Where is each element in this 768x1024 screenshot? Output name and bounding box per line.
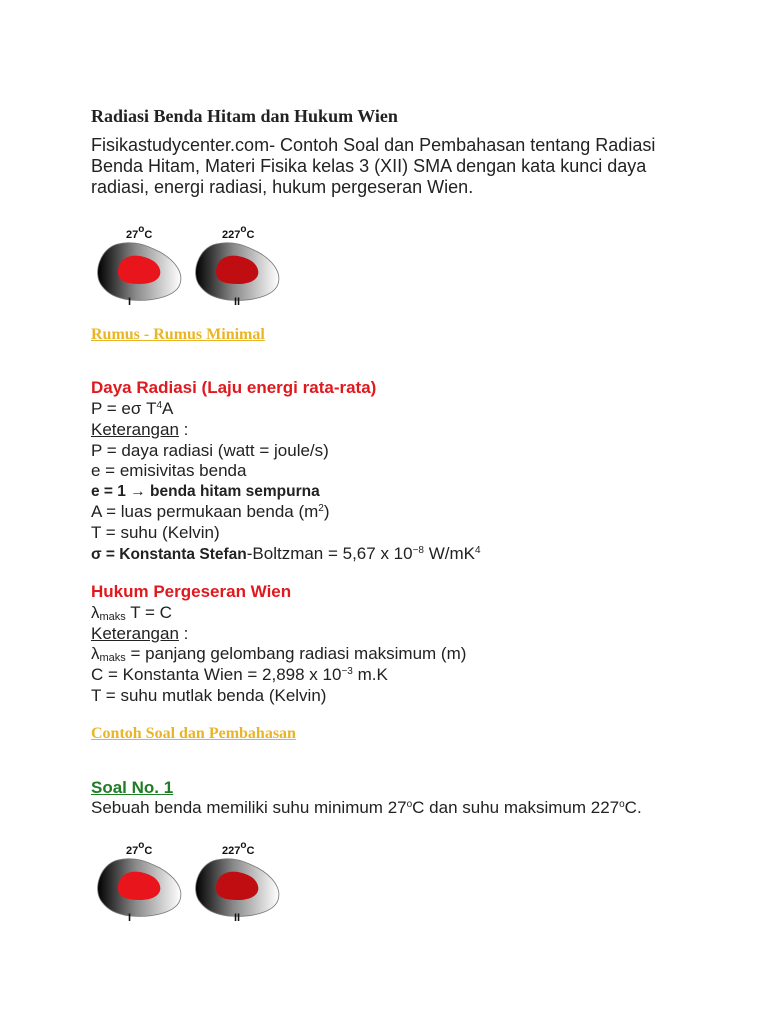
soal-1-text: Sebuah benda memiliki suhu minimum 27$^o$C dan suhu maksimum 227$^o$C. [91,798,642,817]
roman-label-ii: II [234,296,241,308]
blackbody-figure-bottom [88,842,288,932]
wien-line-3: T = suhu mutlak benda (Kelvin) [91,686,327,705]
temp-label-ii: 227$^o$C [222,224,255,241]
keterangan-wien: Keterangan : [91,624,189,643]
heading-wien: Hukum Pergeseran Wien [91,582,292,601]
formula-daya: P = eσ $T^4A$ [91,399,174,418]
blackbody-figure-top [88,226,288,316]
daya-line-2: e = emisivitas benda [91,461,247,480]
daya-line-3: e = 1 → benda hitam sempurna [91,483,320,500]
temp-label-ii-2: 227$^o$C [222,840,255,857]
roman-label-ii-2: II [234,912,241,924]
blackbody-illustration [88,842,288,932]
daya-line-4: A = luas permukaan benda $(m^2)$ [91,502,330,521]
formula-wien: $\lambda_{maks}$ T = C [91,603,172,623]
temp-label-i-2: 27$^o$C [126,840,153,857]
heading-soal-1: Soal No. 1 [91,778,174,797]
heading-rumus: Rumus - Rumus Minimal [91,326,265,343]
heading-daya-radiasi: Daya Radiasi (Laju energi rata-rata) [91,378,377,397]
daya-line-6: σ = Konstanta Stefan-Boltzman = 5,67 x $10^{-8}$ $W/mK^4$ [91,544,481,563]
roman-label-i: I [128,296,132,308]
wien-line-1: $\lambda_{maks}$ = panjang gelombang radiasi maksimum (m) [91,644,467,664]
wien-line-2: C = Konstanta Wien = 2,898 x $10^{-3}$ m.K [91,665,388,684]
daya-line-5: T = suhu (Kelvin) [91,523,220,542]
page-title: Radiasi Benda Hitam dan Hukum Wien [91,106,398,126]
blackbody-illustration [88,226,288,316]
temp-label-i: 27$^o$C [126,224,153,241]
intro-paragraph: Fisikastudycenter.com- Contoh Soal dan Pembahasan tentang Radiasi Benda Hitam, Materi Fisika kelas 3 (XII) SMA dengan kata kunci daya radiasi, energi radiasi, hukum pergeseran Wien. [91,135,656,197]
roman-label-i-2: I [128,912,132,924]
keterangan-daya: Keterangan : [91,420,189,439]
heading-contoh-soal: Contoh Soal dan Pembahasan [91,725,296,742]
daya-line-1: P = daya radiasi (watt = joule/s) [91,441,329,460]
